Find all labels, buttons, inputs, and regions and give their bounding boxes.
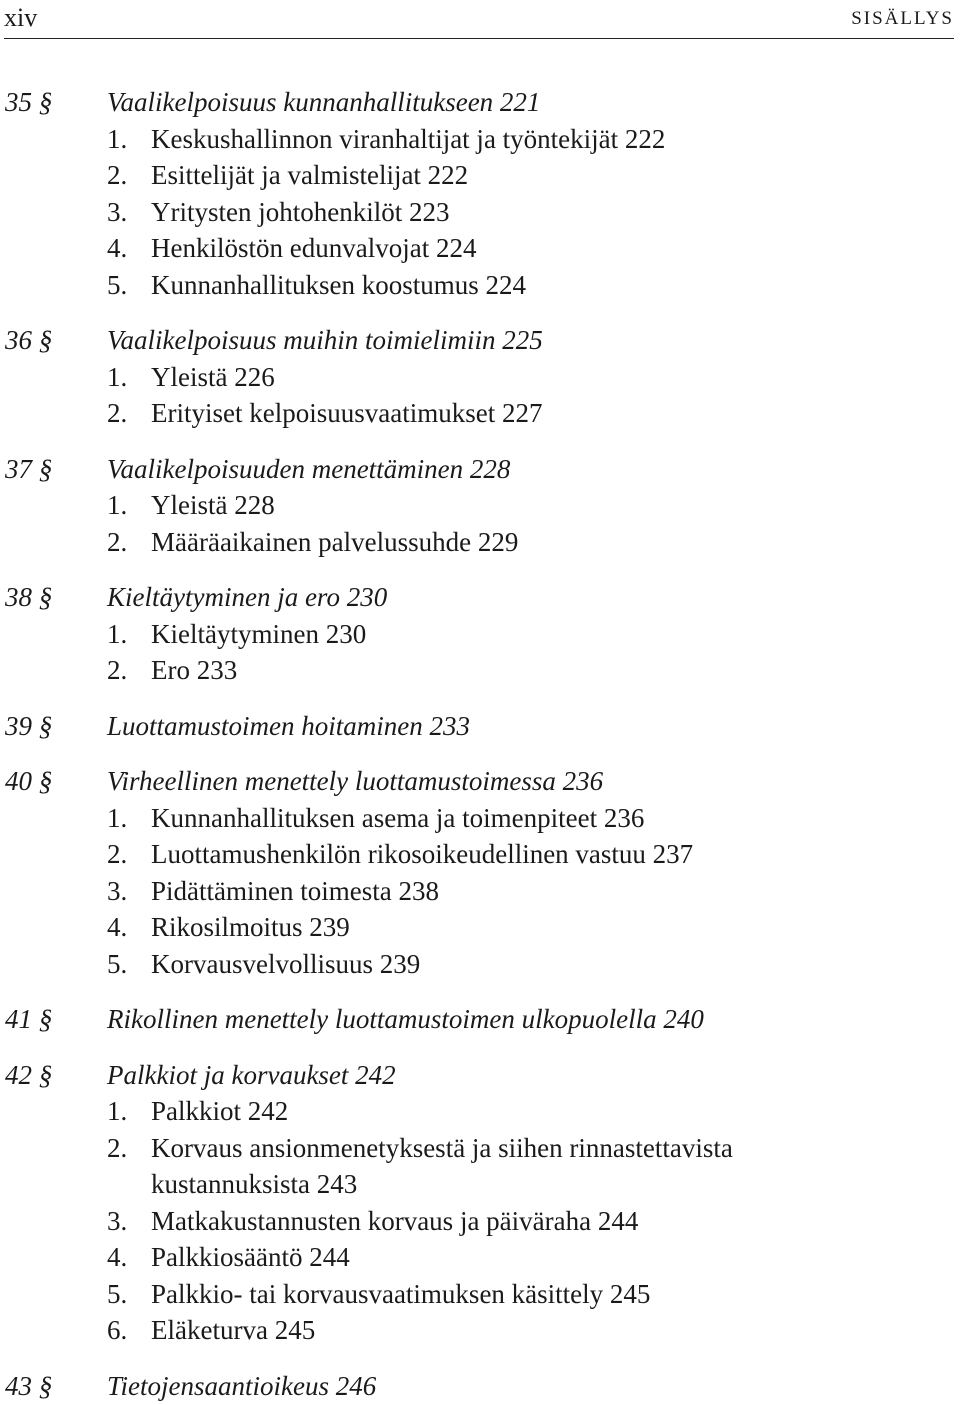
subsection-title: Palkkio- tai korvausvaatimuksen käsittely 245	[151, 1278, 651, 1309]
subsection-number: 1.	[107, 802, 128, 833]
section-title: Virheellinen menettely luottamustoimessa 236	[107, 766, 604, 796]
toc-section	[0, 1057, 960, 1349]
subsection-number: 2.	[107, 655, 128, 685]
toc-subsection	[0, 616, 960, 653]
subsection-title: Matkakustannusten korvaus ja päiväraha 244	[151, 1205, 639, 1236]
subsection-number: 2.	[107, 1132, 128, 1163]
subsection-title: Esittelijät ja valmistelijat 222	[151, 160, 469, 190]
subsection-title: Yritysten johtohenkilöt 223	[151, 196, 450, 227]
subsection-title: Kunnanhallituksen koostumus 224	[151, 269, 526, 300]
subsection-title: Rikosilmoitus 239	[151, 912, 350, 942]
subsection-title: Pidättäminen toimesta 238	[151, 875, 439, 906]
toc-subsection	[0, 1130, 960, 1203]
section-number: 41 §	[5, 1004, 53, 1034]
toc-subsection	[0, 230, 960, 267]
toc-subsection	[0, 121, 960, 158]
toc-section-heading	[0, 451, 960, 488]
subsection-number: 2.	[107, 160, 128, 190]
toc-subsection	[0, 800, 960, 837]
subsection-title: Ero 233	[151, 655, 238, 685]
subsection-title: Kunnanhallituksen asema ja toimenpiteet 236	[151, 802, 645, 833]
subsection-title: Kieltäytyminen 230	[151, 618, 367, 649]
page-number: xiv	[4, 3, 38, 32]
subsection-number: 3.	[107, 196, 128, 227]
toc-subsection	[0, 267, 960, 304]
subsection-title: Henkilöstön edunvalvojat 224	[151, 233, 477, 263]
subsection-number: 5.	[107, 269, 128, 300]
table-of-contents	[0, 84, 960, 1404]
toc-subsection	[0, 194, 960, 231]
toc-subsection	[0, 652, 960, 689]
toc-section	[0, 322, 960, 432]
subsection-number: 2.	[107, 526, 128, 557]
toc-section-heading	[0, 708, 960, 745]
toc-section	[0, 451, 960, 561]
section-title: Vaalikelpoisuuden menettäminen 228	[107, 453, 511, 484]
page-header	[4, 0, 954, 39]
subsection-number: 3.	[107, 875, 128, 906]
toc-subsection	[0, 909, 960, 946]
subsection-number: 1.	[107, 123, 128, 154]
subsection-title: Erityiset kelpoisuusvaatimukset 227	[151, 398, 543, 428]
subsection-number: 5.	[107, 1278, 128, 1309]
subsection-number: 1.	[107, 490, 128, 520]
toc-section-heading	[0, 84, 960, 121]
section-title: Vaalikelpoisuus muihin toimielimiin 225	[107, 325, 543, 355]
subsection-title: Luottamushenkilön rikosoikeudellinen vastuu 237	[151, 839, 694, 869]
subsection-number: 2.	[107, 398, 128, 428]
section-number: 43 §	[5, 1370, 53, 1401]
toc-subsection	[0, 359, 960, 396]
subsection-title: Keskushallinnon viranhaltijat ja työntekijät 222	[151, 123, 666, 154]
section-number: 40 §	[5, 766, 53, 796]
toc-subsection	[0, 524, 960, 561]
toc-subsection	[0, 1093, 960, 1130]
section-number: 36 §	[5, 325, 53, 355]
running-head: SISÄLLYS	[851, 8, 954, 29]
subsection-title: Korvaus ansionmenetyksestä ja siihen rinnastettavista kustannuksista 243	[151, 1132, 733, 1199]
section-title: Vaalikelpoisuus kunnanhallitukseen 221	[107, 87, 541, 117]
toc-section	[0, 1001, 960, 1038]
toc-subsection	[0, 1276, 960, 1313]
subsection-number: 4.	[107, 233, 128, 263]
section-number: 38 §	[5, 582, 53, 612]
section-title: Rikollinen menettely luottamustoimen ulkopuolella 240	[107, 1004, 704, 1034]
toc-section-heading	[0, 1057, 960, 1094]
toc-subsection	[0, 487, 960, 524]
section-title: Tietojensaantioikeus 246	[107, 1370, 377, 1401]
toc-section	[0, 708, 960, 745]
toc-subsection	[0, 836, 960, 873]
subsection-number: 5.	[107, 948, 128, 979]
section-title: Kieltäytyminen ja ero 230	[107, 582, 388, 612]
toc-subsection	[0, 395, 960, 432]
section-number: 39 §	[5, 710, 53, 741]
subsection-number: 3.	[107, 1205, 128, 1236]
toc-subsection	[0, 946, 960, 983]
toc-section-heading	[0, 1001, 960, 1038]
subsection-title: Korvausvelvollisuus 239	[151, 948, 421, 979]
toc-section-heading	[0, 763, 960, 800]
section-number: 35 §	[5, 87, 53, 117]
subsection-title: Palkkiosääntö 244	[151, 1242, 350, 1272]
subsection-title: Yleistä 228	[151, 490, 275, 520]
subsection-number: 1.	[107, 361, 128, 392]
subsection-title: Eläketurva 245	[151, 1315, 316, 1345]
toc-section-heading	[0, 322, 960, 359]
section-number: 37 §	[5, 453, 53, 484]
toc-section	[0, 579, 960, 689]
subsection-title: Palkkiot 242	[151, 1096, 289, 1126]
toc-section	[0, 84, 960, 303]
toc-subsection	[0, 873, 960, 910]
subsection-number: 1.	[107, 618, 128, 649]
toc-subsection	[0, 1203, 960, 1240]
toc-section	[0, 1368, 960, 1405]
toc-subsection	[0, 1312, 960, 1349]
subsection-number: 2.	[107, 839, 128, 869]
toc-subsection	[0, 157, 960, 194]
section-title: Luottamustoimen hoitaminen 233	[107, 710, 470, 741]
subsection-title: Yleistä 226	[151, 361, 275, 392]
toc-section	[0, 763, 960, 982]
subsection-number: 4.	[107, 1242, 128, 1272]
subsection-number: 6.	[107, 1315, 128, 1345]
toc-section-heading	[0, 579, 960, 616]
toc-subsection	[0, 1239, 960, 1276]
toc-section-heading	[0, 1368, 960, 1405]
subsection-number: 4.	[107, 912, 128, 942]
section-number: 42 §	[5, 1059, 53, 1090]
section-title: Palkkiot ja korvaukset 242	[107, 1059, 396, 1090]
subsection-number: 1.	[107, 1096, 128, 1126]
subsection-title: Määräaikainen palvelussuhde 229	[151, 526, 519, 557]
